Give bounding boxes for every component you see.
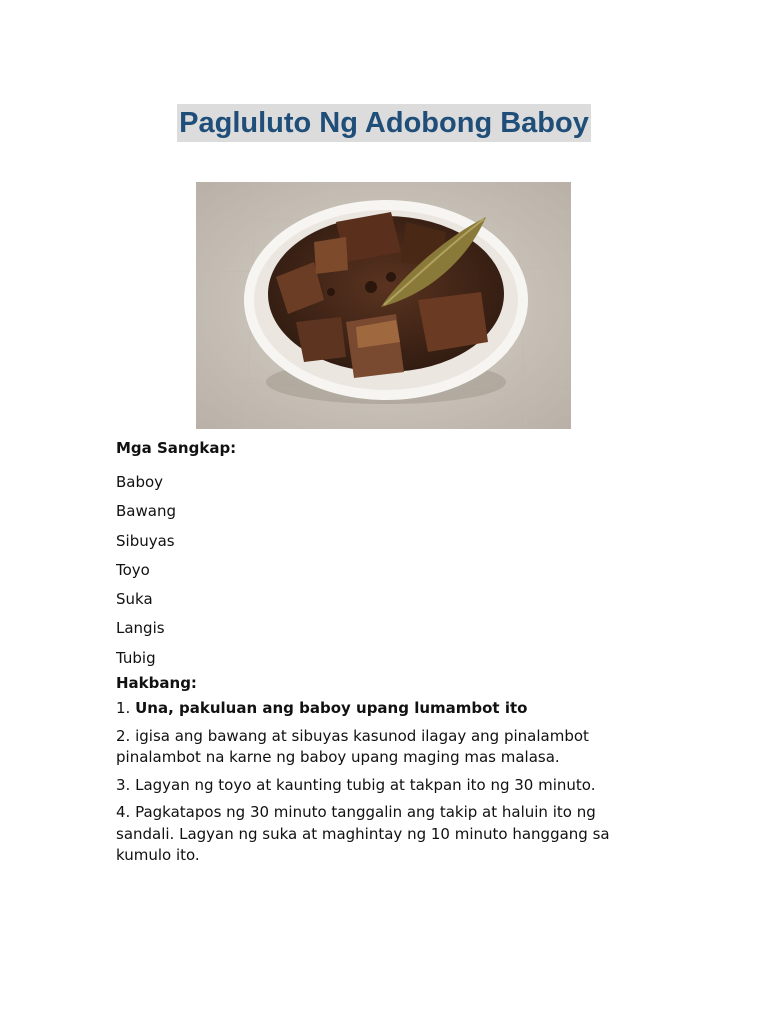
ingredient-item: Bawang — [116, 502, 176, 521]
step-text: Pagkatapos ng 30 minuto tanggalin ang takip at haluin ito ng sandali. Lagyan ng suka at maghintay ng 10 minuto hanggang sa kumulo ito. — [116, 803, 610, 864]
step-text: Lagyan ng toyo at kaunting tubig at takpan ito ng 30 minuto. — [135, 775, 596, 794]
step-text: Una, pakuluan ang baboy upang lumambot ito — [135, 699, 528, 717]
step-number: 1. — [116, 699, 131, 717]
step-item — [116, 775, 636, 797]
ingredient-item: Toyo — [116, 560, 150, 579]
step-item — [116, 726, 636, 769]
steps-heading: Hakbang: — [116, 674, 197, 692]
ingredients-list — [116, 468, 176, 673]
ingredient-item: Baboy — [116, 473, 164, 491]
ingredient-item: Suka — [116, 590, 153, 609]
step-item — [116, 802, 636, 867]
adobo-photo — [196, 182, 571, 429]
ingredient-item: Langis — [116, 619, 165, 638]
step-item — [116, 698, 636, 720]
steps-list — [116, 698, 636, 873]
adobo-bowl-illustration — [196, 182, 571, 429]
page-title: Pagluluto Ng Adobong Baboy — [177, 104, 591, 142]
step-number: 2. — [116, 726, 131, 745]
step-number: 4. — [116, 803, 131, 821]
ingredient-item: Sibuyas — [116, 531, 175, 550]
title-container — [0, 104, 768, 142]
step-number: 3. — [116, 775, 131, 794]
ingredients-heading: Mga Sangkap: — [116, 439, 237, 457]
ingredient-item: Tubig — [116, 648, 156, 667]
step-text: igisa ang bawang at sibuyas kasunod ilagay ang pinalambot pinalambot na karne ng baboy upang maging mas malasa. — [116, 726, 589, 766]
